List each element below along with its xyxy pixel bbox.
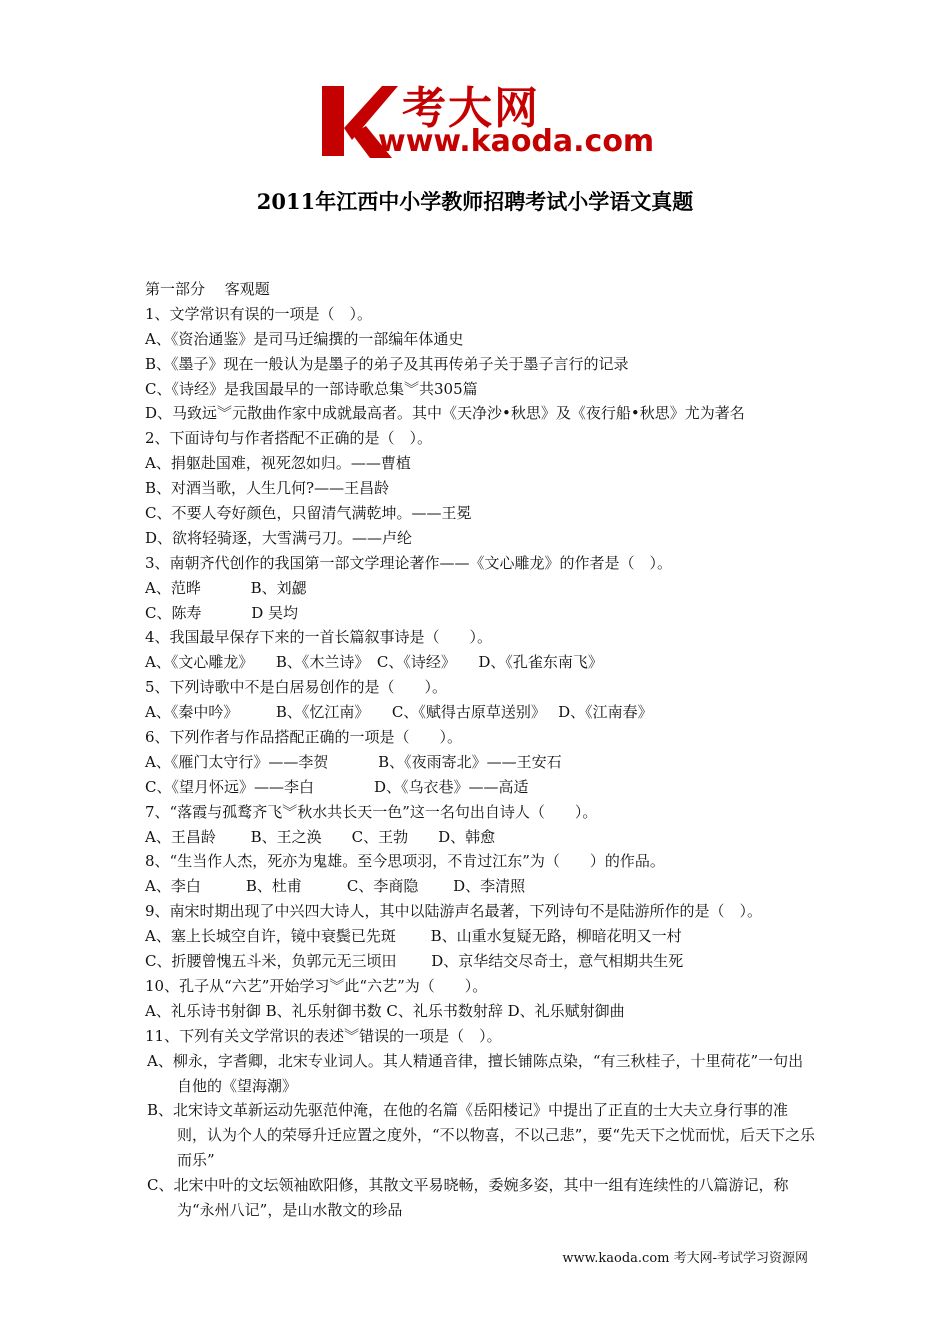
text-line: A、王昌龄 B、王之涣 C、王勃 D、韩愈 <box>145 827 496 846</box>
text-line: 5、下列诗歌中不是白居易创作的是（ ）。 <box>145 678 448 697</box>
text-line: A、范晔 B、刘勰 <box>145 578 307 597</box>
option-paragraph-c: C、北宋中叶的文坛领袖欧阳修，其散文平易晓畅，委婉多姿，其中一组有连续性的八篇游记，称为“永州八记”，是山水散文的珍品 <box>147 1176 789 1220</box>
option-paragraph-b: B、北宋诗文革新运动先驱范仲淹，在他的名篇《岳阳楼记》中提出了正直的士大夫立身行事的准则，认为个人的荣辱升迁应置之度外，“不以物喜，不以己悲”，要“先天下之忧而忧，后天下之乐而乐” <box>147 1101 816 1170</box>
text-line: A、《秦中吟》 B、《忆江南》 C、《赋得古原草送别》 D、《江南春》 <box>145 703 653 722</box>
text-line: 第一部分 客观题 <box>145 280 270 298</box>
text-line: 11、下列有关文学常识的表述︾错误的一项是（ ）。 <box>145 1026 502 1045</box>
page-footer: www.kaoda.com 考大网-考试学习资源网 <box>562 1251 808 1266</box>
text-line: A、塞上长城空自许，镜中衰鬓已先斑 B、山重水复疑无路，柳暗花明又一村 <box>145 927 682 946</box>
text-line: C、陈寿 D 吴均 <box>145 603 299 622</box>
logo-name: 考大网 <box>402 83 540 134</box>
text-line: 7、“落霞与孤鹜齐飞︾秋水共长天一色”这一名句出自诗人（ ）。 <box>145 802 598 821</box>
text-line: A、《文心雕龙》 B、《木兰诗》 C、《诗经》 D、《孔雀东南飞》 <box>145 653 603 672</box>
question-body <box>145 277 815 1223</box>
text-line: 6、下列作者与作品搭配正确的一项是（ ）。 <box>145 728 463 747</box>
text-line: 10、孔子从“六艺”开始学习︾此“六艺”为（ ）。 <box>145 976 488 995</box>
text-line: A、《雁门太守行》——李贺 B、《夜雨寄北》——王安石 <box>145 752 562 771</box>
text-line: A、李白 B、杜甫 C、李商隐 D、李清照 <box>145 877 526 896</box>
text-line: 9、南宋时期出现了中兴四大诗人，其中以陆游声名最著，下列诗句不是陆游所作的是（ ）。 <box>145 902 763 921</box>
text-line: C、折腰曾愧五斗米，负郭元无三顷田 D、京华结交尽奇士，意气相期共生死 <box>145 952 684 971</box>
text-line: B、对酒当歌，人生几何?——王昌龄 <box>145 479 390 498</box>
page-title: 2011年江西中小学教师招聘考试小学语文真题 <box>256 189 694 214</box>
option-paragraph-a: A、柳永，字耆卿，北宋专业词人。其人精通音律，擅长铺陈点染，“有三秋桂子，十里荷花”一句出自他的《望海潮》 <box>147 1051 804 1095</box>
text-line: A、捐躯赴国难，视死忽如归。——曹植 <box>145 454 411 473</box>
text-line: C、《诗经》是我国最早的一部诗歌总集︾共305篇 <box>145 379 478 398</box>
text-line: A、《资治通鉴》是司马迁编撰的一部编年体通史 <box>145 329 464 348</box>
text-line: A、礼乐诗书射御 B、礼乐射御书数 C、礼乐书数射辞 D、礼乐赋射御曲 <box>145 1001 625 1020</box>
text-line: 3、南朝齐代创作的我国第一部文学理论著作——《文心雕龙》的作者是（ ）。 <box>145 553 673 572</box>
kaoda-logo <box>318 78 655 163</box>
text-line: C、不要人夸好颜色，只留清气满乾坤。——王冕 <box>145 504 472 523</box>
text-line: B、《墨子》现在一般认为是墨子的弟子及其再传弟子关于墨子言行的记录 <box>145 354 629 373</box>
text-line: 4、我国最早保存下来的一首长篇叙事诗是（ ）。 <box>145 628 493 647</box>
logo-url: www.kaoda.com <box>378 124 655 159</box>
text-line: D、欲将轻骑逐，大雪满弓刀。——卢纶 <box>145 528 413 547</box>
text-line: 2、下面诗句与作者搭配不正确的是（ ）。 <box>145 429 433 448</box>
text-line: C、《望月怀远》——李白 D、《乌衣巷》——高适 <box>145 777 529 796</box>
text-line: 8、“生当作人杰，死亦为鬼雄。至今思项羽，不肯过江东”为（ ）的作品。 <box>145 852 665 871</box>
text-line: 1、文学常识有误的一项是（ ）。 <box>145 304 373 323</box>
text-line: D、马致远︾元散曲作家中成就最高者。其中《天净沙•秋思》及《夜行船•秋思》尤为著名 <box>145 404 745 423</box>
